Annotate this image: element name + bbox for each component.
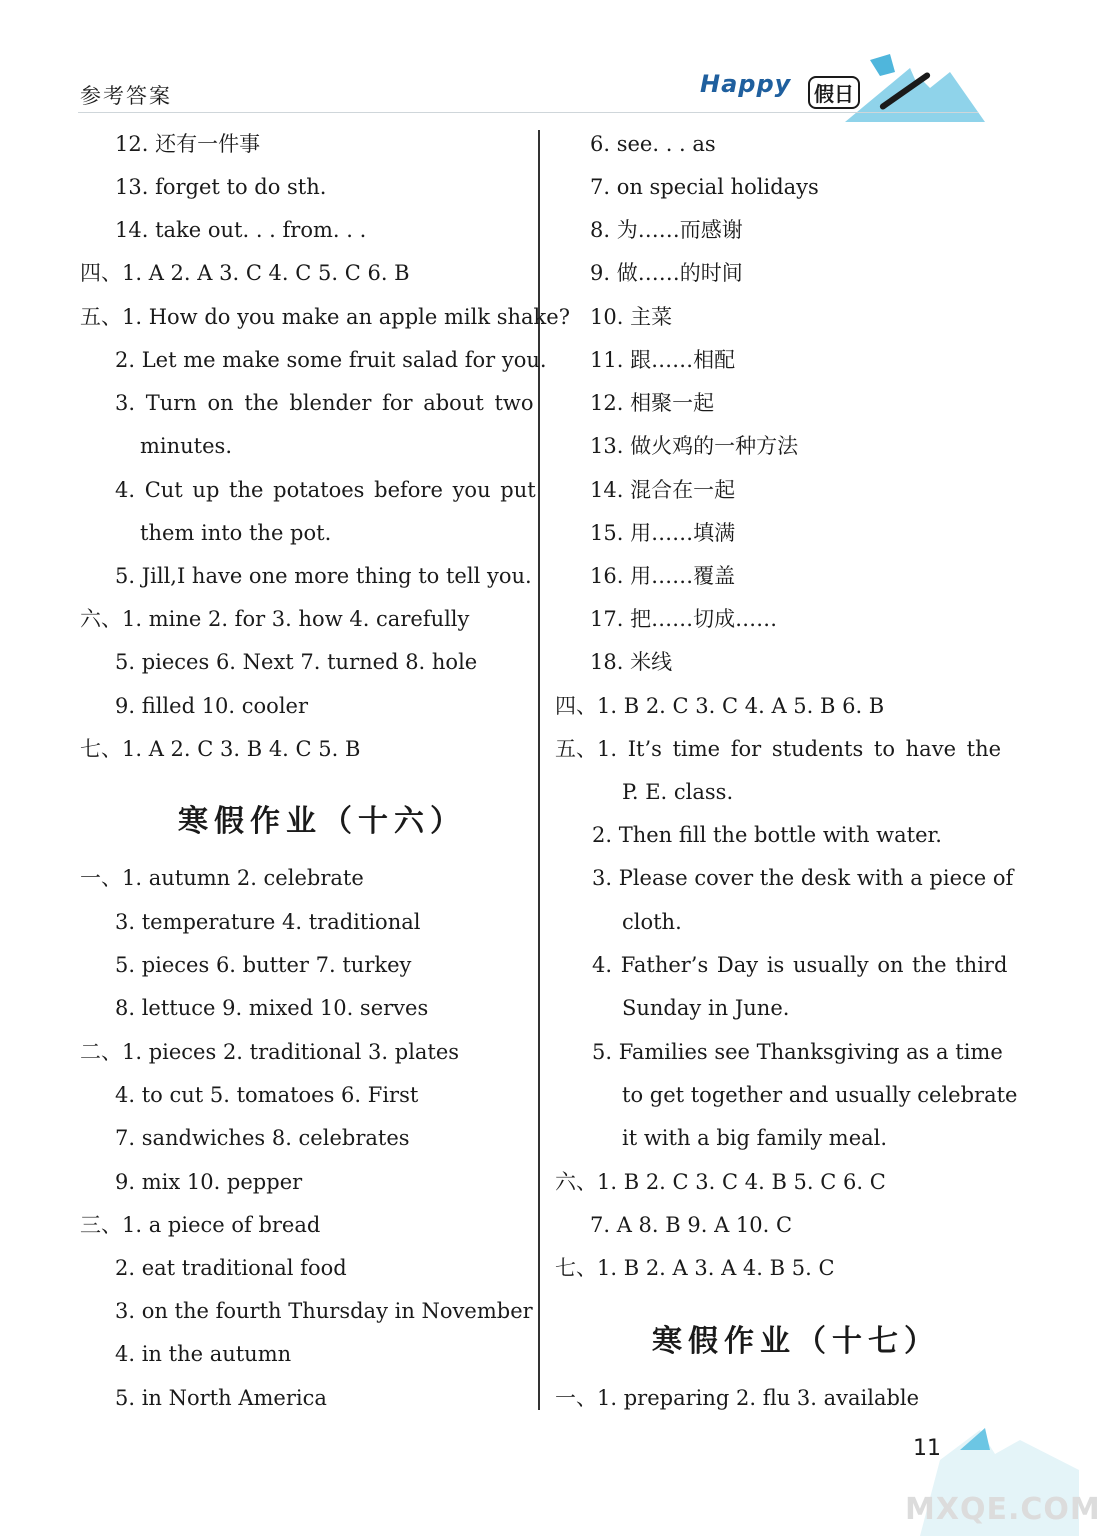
answer-line: 13. 做火鸡的一种方法 xyxy=(590,434,799,458)
answer-line: 四、1. B 2. C 3. C 4. A 5. B 6. B xyxy=(555,694,885,718)
answer-line: 5. in North America xyxy=(115,1386,327,1410)
answer-line: 2. Then fill the bottle with water. xyxy=(592,823,942,847)
answer-line: 9. mix 10. pepper xyxy=(115,1170,303,1194)
answer-line: 7. on special holidays xyxy=(590,175,819,199)
answer-line: 8. lettuce 9. mixed 10. serves xyxy=(115,996,429,1020)
answer-line: Sunday in June. xyxy=(622,996,790,1020)
answer-line: 17. 把……切成…… xyxy=(590,607,778,631)
answer-line: 5. Jill,I have one more thing to tell you. xyxy=(115,564,532,588)
answer-line: 9. filled 10. cooler xyxy=(115,694,308,718)
answer-line: 18. 米线 xyxy=(590,650,673,674)
answer-line: 15. 用……填满 xyxy=(590,521,736,545)
answer-line: 14. take out. . . from. . . xyxy=(115,218,367,242)
answer-line: 16. 用……覆盖 xyxy=(590,564,736,588)
answer-line: P. E. class. xyxy=(622,780,734,804)
answer-line: 4. in the autumn xyxy=(115,1342,292,1366)
answer-line: 6. see. . . as xyxy=(590,132,716,156)
section-title-16: 寒假作业（十六） xyxy=(178,804,466,839)
answer-line: 4. Cut up the potatoes before you put xyxy=(115,478,536,502)
answer-line: 3. on the fourth Thursday in November xyxy=(115,1299,533,1323)
answer-line: 4. Father’s Day is usually on the third xyxy=(592,953,1008,977)
answer-line: it with a big family meal. xyxy=(622,1126,888,1150)
answer-line: them into the pot. xyxy=(140,521,332,545)
answer-line: 14. 混合在一起 xyxy=(590,478,736,502)
answer-line: 8. 为……而感谢 xyxy=(590,218,743,242)
answer-line: 六、1. B 2. C 3. C 4. B 5. C 6. C xyxy=(555,1170,886,1194)
answer-line: 12. 相聚一起 xyxy=(590,391,715,415)
answer-line: minutes. xyxy=(140,434,232,458)
answer-line: 2. eat traditional food xyxy=(115,1256,347,1280)
answer-line: 5. pieces 6. Next 7. turned 8. hole xyxy=(115,650,478,674)
answer-line: 7. sandwiches 8. celebrates xyxy=(115,1126,410,1150)
answer-line: 4. to cut 5. tomatoes 6. First xyxy=(115,1083,419,1107)
header-rule xyxy=(78,112,978,113)
watermark-text: MXQE.COM xyxy=(905,1492,1101,1527)
answer-line: 三、1. a piece of bread xyxy=(80,1213,321,1237)
answer-line: 四、1. A 2. A 3. C 4. C 5. C 6. B xyxy=(80,261,410,285)
answer-line: 一、1. autumn 2. celebrate xyxy=(80,866,364,890)
answer-line: 11. 跟……相配 xyxy=(590,348,736,372)
answer-line: 六、1. mine 2. for 3. how 4. carefully xyxy=(80,607,470,631)
answer-line: 5. pieces 6. butter 7. turkey xyxy=(115,953,412,977)
answer-line: 五、1. It’s time for students to have the xyxy=(555,737,1002,761)
answer-line: 五、1. How do you make an apple milk shake? xyxy=(80,305,570,329)
logo-holiday-badge: 假日 xyxy=(808,76,860,109)
answer-line: 2. Let me make some fruit salad for you. xyxy=(115,348,547,372)
answer-line: to get together and usually celebrate xyxy=(622,1083,1018,1107)
header-label: 参考答案 xyxy=(80,84,172,108)
answer-line: 12. 还有一件事 xyxy=(115,132,261,156)
answer-line: 13. forget to do sth. xyxy=(115,175,327,199)
answer-line: 7. A 8. B 9. A 10. C xyxy=(590,1213,793,1237)
answer-line: 9. 做……的时间 xyxy=(590,261,743,285)
section-title-17: 寒假作业（十七） xyxy=(652,1324,940,1359)
answer-line: 七、1. B 2. A 3. A 4. B 5. C xyxy=(555,1256,835,1280)
answer-line: 二、1. pieces 2. traditional 3. plates xyxy=(80,1040,460,1064)
answer-line: cloth. xyxy=(622,910,682,934)
answer-line: 一、1. preparing 2. flu 3. available xyxy=(555,1386,920,1410)
answer-line: 3. Please cover the desk with a piece of xyxy=(592,866,1014,890)
answer-line: 七、1. A 2. C 3. B 4. C 5. B xyxy=(80,737,361,761)
logo-happy-text: Happy xyxy=(700,70,792,98)
answer-line: 3. temperature 4. traditional xyxy=(115,910,421,934)
answer-line: 3. Turn on the blender for about two xyxy=(115,391,534,415)
answer-line: 10. 主菜 xyxy=(590,305,673,329)
answer-line: 5. Families see Thanksgiving as a time xyxy=(592,1040,1003,1064)
page-number: 11 xyxy=(913,1436,941,1461)
